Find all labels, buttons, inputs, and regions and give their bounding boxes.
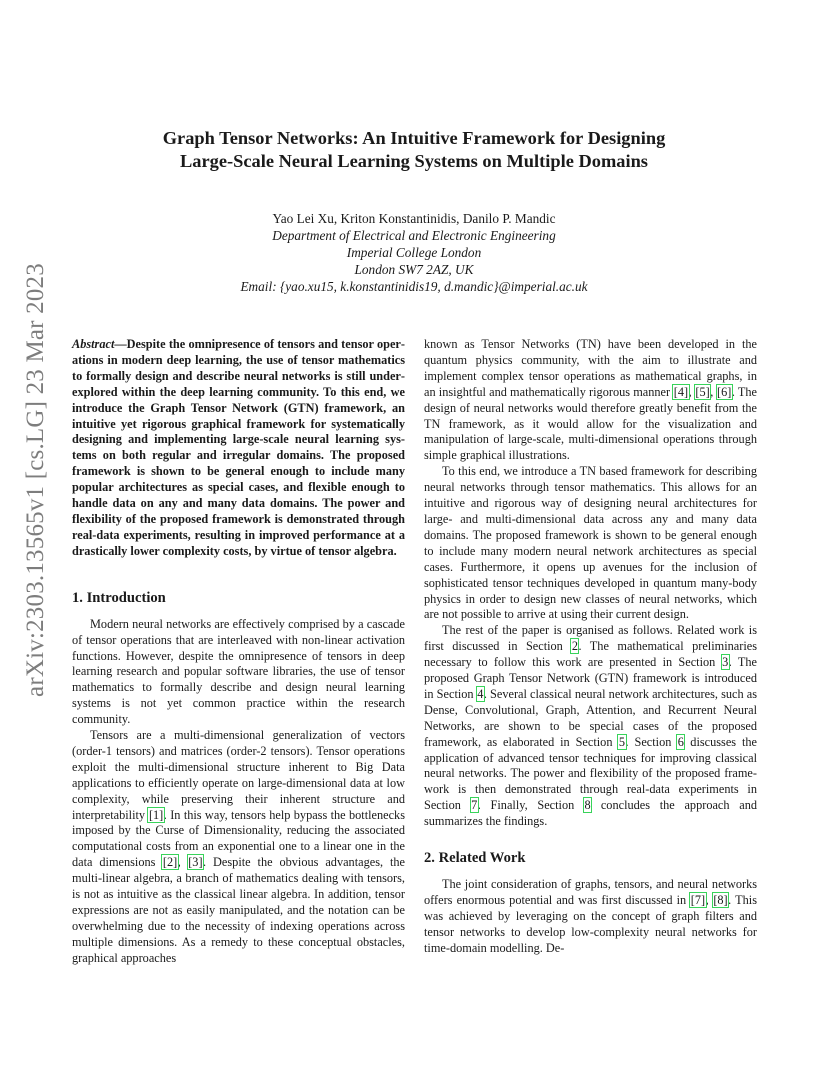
related-p1-text-a: The joint consideration of graphs, tensors, and neural networks offers enormous potential and was first discussed in — [424, 877, 757, 907]
related-paragraph-1 — [424, 877, 757, 957]
right-column — [424, 337, 757, 957]
citation-link[interactable]: [3] — [188, 855, 203, 870]
section-link[interactable]: 4 — [477, 686, 484, 701]
citation-link[interactable]: [2] — [162, 855, 178, 870]
intro-p2-text-c: . Despite the obvious advantages, the multi-linear algebra, a branch of mathematics dealing with tensors, is not as intuitive as the classical linear algebra. In addition, tensor expressions are not as easily manipulated, and the notation can be overwhelming due to the necessity of indexing operations across multiple dimensions. As a remedy to these conceptual obstacles, graphical approaches — [72, 855, 405, 965]
title-line-2: Large-Scale Neural Learning Systems on Multiple Domains — [180, 151, 648, 171]
section-link[interactable]: 7 — [471, 798, 478, 813]
intro-p4-text-g: . Finally, Section — [477, 798, 584, 813]
section-heading-introduction: 1. Introduction — [72, 589, 166, 606]
left-column — [72, 337, 405, 967]
citation-link[interactable]: [7] — [690, 893, 706, 907]
section-link[interactable]: 5 — [618, 734, 626, 749]
intro-paragraph-4 — [424, 623, 757, 830]
author-institution: Imperial College London — [346, 245, 482, 260]
author-department: Department of Electrical and Electronic Engineering — [272, 228, 556, 243]
abstract-lead: Abstract — [72, 337, 115, 351]
author-names: Yao Lei Xu, Kriton Konstantinidis, Danilo P. Mandic — [272, 211, 556, 226]
intro-paragraph-1: Modern neural networks are effectively comprised by a cascade of tensor operations that are interleaved with non-linear activation functions. However, despite the omnipresence of tensors in deep learning research and popular software libraries, the use of tensor mathematics to formally describe and design neural learning systems is not yet common practice within the research community. — [72, 616, 405, 727]
citation-link[interactable]: [1] — [148, 807, 164, 822]
section-link[interactable]: 8 — [584, 798, 591, 813]
intro-paragraph-2 — [72, 728, 405, 967]
intro-p4-text-b: . The mathematical preliminaries necessary to follow this work are presented in Section — [424, 639, 757, 670]
abstract-text: —Despite the omnipresence of tensors and tensor operations in modern deep learning, the use of tensor mathematics to formally design and describe neural networks is still underexplored within the deep learning community. To this end, we introduce the Graph Tensor Network (GTN) framework, an intuitive yet rigorous graphical framework for systematically designing and implementing large-scale neural learning systems on both regular and irregular domains. The proposed framework is shown to be general enough to include many popular architectures as special cases, and flexible enough to handle data on any and many data domains. The power and flexibility of the proposed framework is demonstrated through real-data experiments, resulting in improved performance at a drastically lower complexity costs, by virtue of tensor algebra. — [72, 337, 405, 558]
separator: , — [177, 855, 188, 870]
intro-p2-text-a: Tensors are a multi-dimensional generalization of vectors (order-1 tensors) and matrices (order-2 tensors). Tensor operations exploit the multi-dimensional structure inherent to Big Data applications to efficiently operate on large-dimensional data at low complexity, while preserving their inherent structure and interpretability — [72, 728, 405, 822]
abstract — [72, 337, 405, 560]
arxiv-identifier-text: arXiv:2303.13565v1 [cs.LG] 23 Mar 2023 — [22, 263, 49, 697]
intro-p4-text-c: . The proposed Graph Tensor Network (GTN) framework is introduced in Section — [424, 655, 757, 701]
citation-link[interactable]: [4] — [673, 384, 689, 399]
intro-p4-text-a: The rest of the paper is organised as follows. Related work is first discussed in Section — [424, 623, 757, 654]
intro-p2-text-b: . In this way, tensors help bypass the bottlenecks imposed by the Curse of Dimensionality, reducing the associated computational costs from an exponential one to a linear one in the data dimensions — [72, 807, 405, 870]
intro-p4-text-d: . Several classical neural network architectures, such as Dense, Convolutional, Graph, Attention, and Recurrent Neural Networks, are shown to be special cases of the proposed framework, as elaborated in Section — [424, 686, 757, 749]
intro-p3-text-a: known as Tensor Networks (TN) have been developed in the quantum physics community, with the aim to illustrate and implement complex tensor operations as mathematical graphs, in an insightful and mathematically rigorous manner — [424, 337, 757, 399]
author-block — [74, 210, 754, 295]
section-link[interactable]: 2 — [571, 639, 578, 654]
section-heading-related-work: 2. Related Work — [424, 850, 526, 867]
intro-p4-text-f: discusses the application of advanced tensor techniques for improving classical neural networks. The power and flexibility of the proposed framework is then demonstrated through real-data experiments in Section — [424, 734, 757, 813]
separator: , — [688, 384, 695, 399]
author-address: London SW7 2AZ, UK — [354, 262, 474, 277]
author-email: Email: {yao.xu15, k.konstantinidis19, d.mandic}@imperial.ac.uk — [240, 279, 588, 294]
intro-p4-text-e: . Section — [625, 734, 678, 749]
citation-link[interactable]: [8] — [713, 893, 728, 907]
intro-p3-text-b: . The design of neural networks would therefore greatly benefit from the TN framework, as it would allow for the visualization and manipulation of large-scale, multi-dimensional operations through simple graphical illustrations. — [424, 384, 757, 463]
intro-paragraph-2-continued — [424, 337, 757, 464]
citation-link[interactable]: [5] — [695, 384, 710, 399]
related-p1-text-b: . This was achieved by leveraging on the concept of graph filters and tensor networks to develop low-complexity neural networks for time-domain modelling. De- — [424, 893, 757, 955]
separator: , — [705, 893, 713, 907]
citation-link[interactable]: [6] — [717, 384, 732, 399]
section-link[interactable]: 3 — [722, 655, 729, 670]
intro-p4-text-h: concludes the approach and summarizes the findings. — [424, 798, 757, 829]
paper-title — [74, 127, 754, 173]
section-link[interactable]: 6 — [677, 734, 684, 749]
intro-paragraph-3: To this end, we introduce a TN based framework for describing neural networks through tensor mathematics. This allows for an intuitive and rigorous way of designing neural architectures for large- and multi-dimensional data across any and many data domains. The proposed framework is shown to be general enough to include many modern neural network architectures as special cases. Furthermore, it opens up avenues for the inclusion of sophisticated tensor techniques developed in quantum many-body physics in order to design new classes of neural networks, which are not possible to arrive at using their current design. — [424, 464, 757, 622]
separator: , — [710, 384, 717, 399]
title-line-1: Graph Tensor Networks: An Intuitive Framework for Designing — [162, 128, 666, 148]
